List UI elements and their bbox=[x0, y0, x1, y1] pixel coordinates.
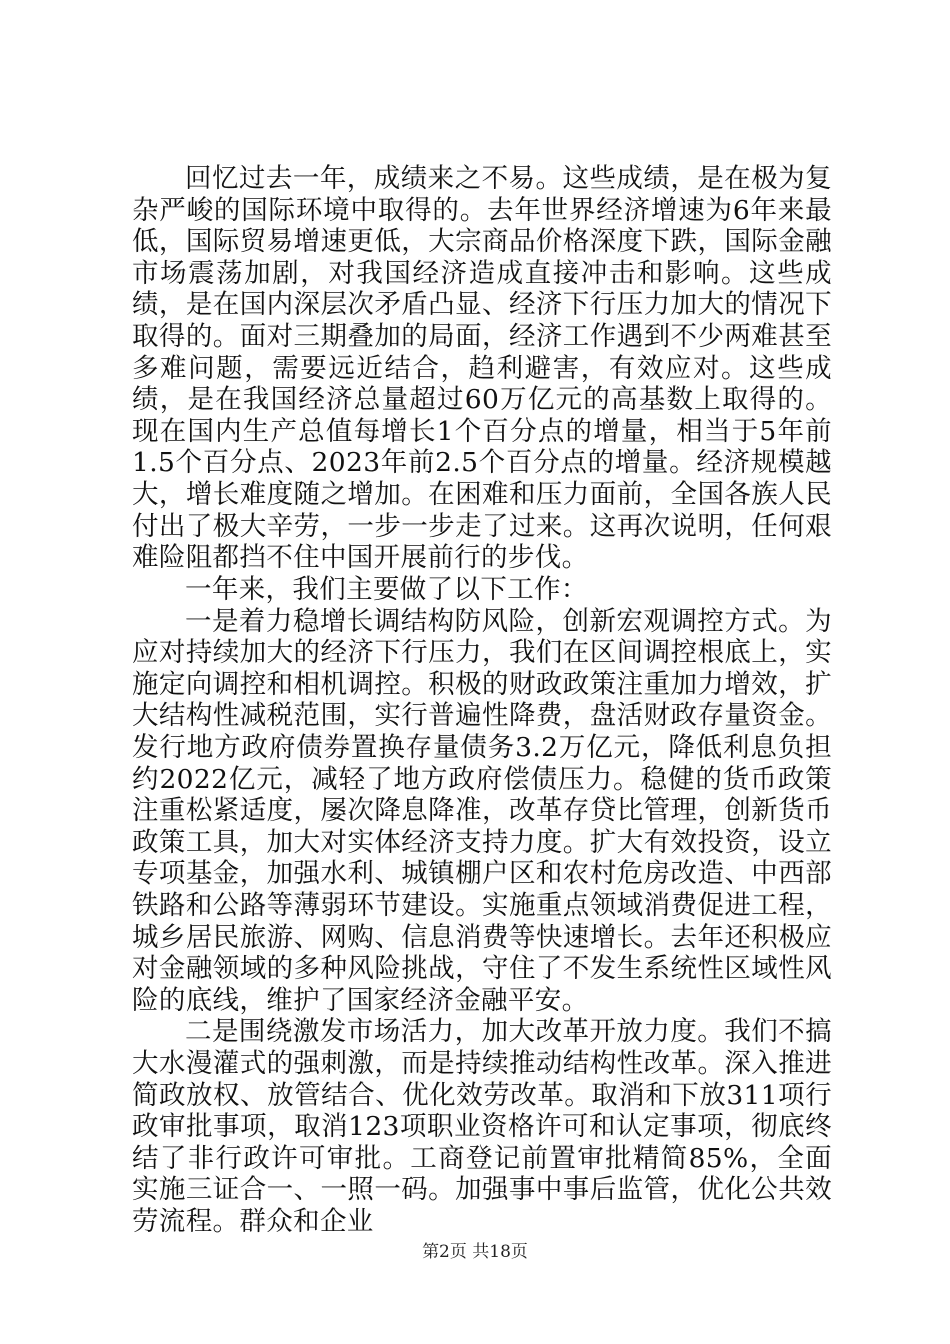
text-block-top bbox=[132, 163, 832, 574]
paragraph-first-item: 一是着力稳增长调结构防风险，创新宏观调控方式。为应对持续加大的经济下行压力，我们在区间调控根底上，实施定向调控和相机调控。积极的财政政策注重加力增效，扩大结构性减税范围，实行普遍性降费，盘活财政存量资金。发行地方政府债券置换存量债务3.2万亿元，降低利息负担约2022亿元，减轻了地方政府偿债压力。稳健的货币政策注重松紧适度，屡次降息降准，改革存贷比管理，创新货币政策工具，加大对实体经济支持力度。扩大有效投资，设立专项基金，加强水利、城镇棚户区和农村危房改造、中西部铁路和公路等薄弱环节建设。实施重点领域消费促进工程，城乡居民旅游、网购、信息消费等快速增长。去年还积极应对金融领域的多种风险挑战，守住了不发生系统性区域性风险的底线，维护了国家经济金融平安。 bbox=[132, 605, 832, 1016]
paragraph-second-item: 二是围绕激发市场活力，加大改革开放力度。我们不搞大水漫灌式的强刺激，而是持续推动结构性改革。深入推进简政放权、放管结合、优化效劳改革。取消和下放311项行政审批事项，取消123项职业资格许可和认定事项，彻底终结了非行政许可审批。工商登记前置审批精简85%，全面实施三证合一、一照一码。加强事中事后监管，优化公共效劳流程。群众和企业 bbox=[132, 1016, 832, 1237]
text-block-bottom bbox=[132, 574, 832, 1237]
paragraph-review: 回忆过去一年，成绩来之不易。这些成绩，是在极为复杂严峻的国际环境中取得的。去年世界经济增速为6年来最低，国际贸易增速更低，大宗商品价格深度下跌，国际金融市场震荡加剧，对我国经济造成直接冲击和影响。这些成绩，是在国内深层次矛盾凸显、经济下行压力加大的情况下取得的。面对三期叠加的局面，经济工作遇到不少两难甚至多难问题，需要远近结合，趋利避害，有效应对。这些成绩，是在我国经济总量超过60万亿元的高基数上取得的。现在国内生产总值每增长1个百分点的增量，相当于5年前1.5个百分点、2023年前2.5个百分点的增量。经济规模越大，增长难度随之增加。在困难和压力面前，全国各族人民付出了极大辛劳，一步一步走了过来。这再次说明，任何艰难险阻都挡不住中国开展前行的步伐。 bbox=[132, 163, 832, 574]
page-number-footer: 第2页 共18页 bbox=[422, 1242, 528, 1262]
paragraph-intro: 一年来，我们主要做了以下工作： bbox=[185, 574, 588, 605]
